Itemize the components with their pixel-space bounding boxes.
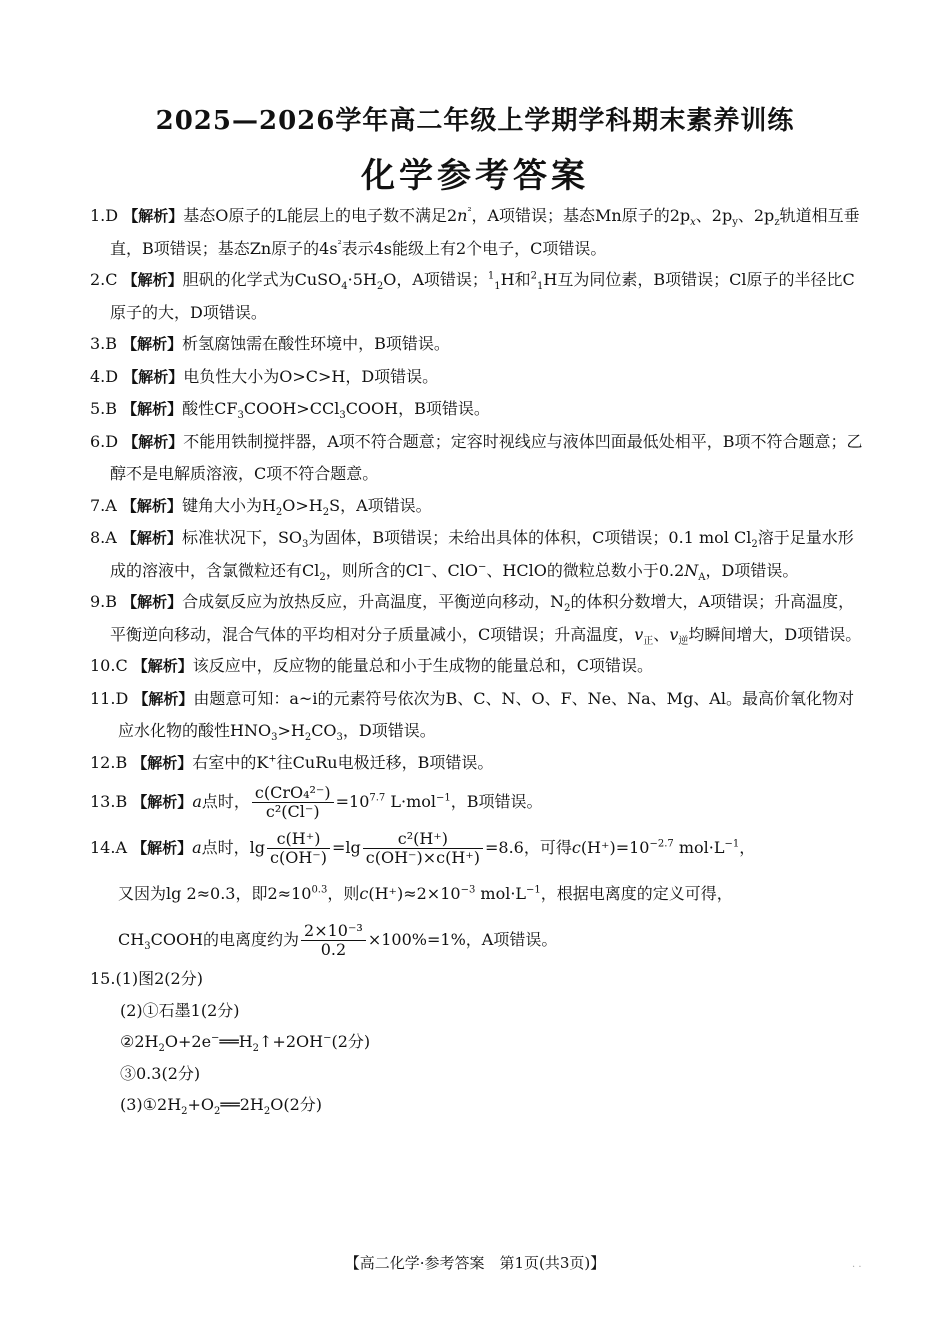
fraction: $\frac{\text{2×10⁻³}}{0.2}$ xyxy=(301,922,366,959)
answer-12: 12.B 【解析】右室中的K+往CuRu电极迁移，B项错误。 xyxy=(90,752,494,772)
analysis-tag: 【解析】 xyxy=(132,657,193,675)
analysis-tag: 【解析】 xyxy=(122,593,183,611)
answer-6: 6.D 【解析】不能用铁制搅拌器，A项不符合题意；定容时视线应与液体凹面最低处相平，B项不符合题意；乙醇不是电解质溶液，C项不符合题意。 xyxy=(90,431,863,483)
answer-10: 10.C 【解析】该反应中，反应物的能量总和小于生成物的能量总和，C项错误。 xyxy=(90,656,654,675)
answer-8: 8.A 【解析】标准状况下，$SO_3$为固体，B项错误；未给出具体的体积，C项错误；0.1 mol $Cl_2$溶于足量水形成的溶液中，含氯微粒还有$Cl_2$，则所含的Cl−、ClO−、HClO的微粒总数小于$0.2N_A$，D项错误。 xyxy=(90,528,854,583)
answer-1: 1.D 【解析】基态O原子的L能层上的电子数不满足$2n^{^2}$，A项错误；基态Mn原子的$2p_x$、$2p_y$、$2p_z$轨道相互垂直，B项错误；基态Zn原子的$4s^{^2}$表示4s能级上有2个电子，C项错误。 xyxy=(90,206,860,258)
answer-14: 14.A 【解析】a点时，lg $\frac{c(H^+)}{c(OH^-)}$ =lg $\frac{\text{c²(H⁺)}}{c(OH^-)\times c(H^+)}$ =8.6，可得$c(H^+)=10^{-2.7}$ $mol\cdot L^{-1}$， 又因为lg 2≈0.3，即$2\approx 10^{0.3}$，则$c(H^+)\approx 2\times 10^{-3}$ $mol\cdot L^{-1}$，根据电离度的定义可得， $CH_3COOH$的电离度约为 $\frac{\text{2×10⁻³}}{0.2}$ ×100%=1%，A项错误。 xyxy=(90,829,756,959)
answer-13: 13.B 【解析】a点时， $\frac{\text{c(CrO₄²⁻)}}{\text{c²(Cl⁻)}}$ $=10^{7.7}$ L·mol$^{-1}$，B项错误。 xyxy=(90,783,543,821)
answer-4: 4.D 【解析】电负性大小为O>C>H，D项错误。 xyxy=(90,366,439,386)
analysis-tag: 【解析】 xyxy=(132,793,193,811)
answer-7: 7.A 【解析】键角大小为$H_2O>H_2S$，A项错误。 xyxy=(90,495,432,518)
analysis-tag: 【解析】 xyxy=(132,839,193,857)
answer-9: 9.B 【解析】合成氨反应为放热反应，升高温度，平衡逆向移动，$N_2$的体积分数增大，A项错误；升高温度，平衡逆向移动，混合气体的平均相对分子质量减小，C项错误；升高温度，$v_正$、$v_逆$均瞬间增大，D项错误。 xyxy=(90,592,862,647)
analysis-tag: 【解析】 xyxy=(133,689,194,708)
answer-15: 15.(1)图2(2分) (2)①石墨1(2分) $②2H_2O+2e^-══H_2↑+2OH^-(2$分) ③0.3(2分) $(3)①2H_2+O_2══2H_2O(2$分) xyxy=(90,969,371,1118)
answer-11: 11.D 【解析】由题意可知：a~i的元素符号依次为B、C、N、O、F、Ne、Na、Mg、Al。最高价氧化物对应水化物的酸性$HNO_3>H_2CO_3$，D项错误。 xyxy=(90,688,854,744)
analysis-tag: 【解析】 xyxy=(132,753,193,772)
analysis-tag: 【解析】 xyxy=(121,496,182,515)
page-title: 2025—2026学年高二年级上学期学科期末素养训练 xyxy=(155,106,795,136)
analysis-tag: 【解析】 xyxy=(121,529,182,547)
analysis-tag: 【解析】 xyxy=(123,207,184,225)
analysis-tag: 【解析】 xyxy=(122,271,183,289)
answer-3: 3.B 【解析】析氢腐蚀需在酸性环境中，B项错误。 xyxy=(90,334,450,353)
answer-2: 2.C 【解析】胆矾的化学式为$CuSO_4\cdot 5H_2O$，A项错误；$^1_1$H和$^2_1$H互为同位素，B项错误；Cl原子的半径比C原子的大，D项错误。 xyxy=(90,270,855,322)
analysis-tag: 【解析】 xyxy=(123,432,184,451)
analysis-tag: 【解析】 xyxy=(122,335,183,353)
answer-5: 5.B 【解析】酸性$CF_3COOH>CCl_3COOH$，B项错误。 xyxy=(90,399,490,422)
scan-mark: · · xyxy=(852,1262,862,1273)
analysis-tag: 【解析】 xyxy=(122,400,183,418)
page-footer: 【高二化学·参考答案 第1页(共3页)】 xyxy=(344,1254,606,1272)
fraction: $\frac{\text{c(CrO₄²⁻)}}{\text{c²(Cl⁻)}}$ xyxy=(252,784,334,821)
page-subtitle: 化学参考答案 xyxy=(361,156,589,196)
fraction: $\frac{c(H^+)}{c(OH^-)}$ xyxy=(267,830,330,867)
analysis-tag: 【解析】 xyxy=(123,367,184,386)
fraction: $\frac{\text{c²(H⁺)}}{c(OH^-)\times c(H^+)}$ xyxy=(363,830,483,867)
answer-list xyxy=(90,200,865,1121)
